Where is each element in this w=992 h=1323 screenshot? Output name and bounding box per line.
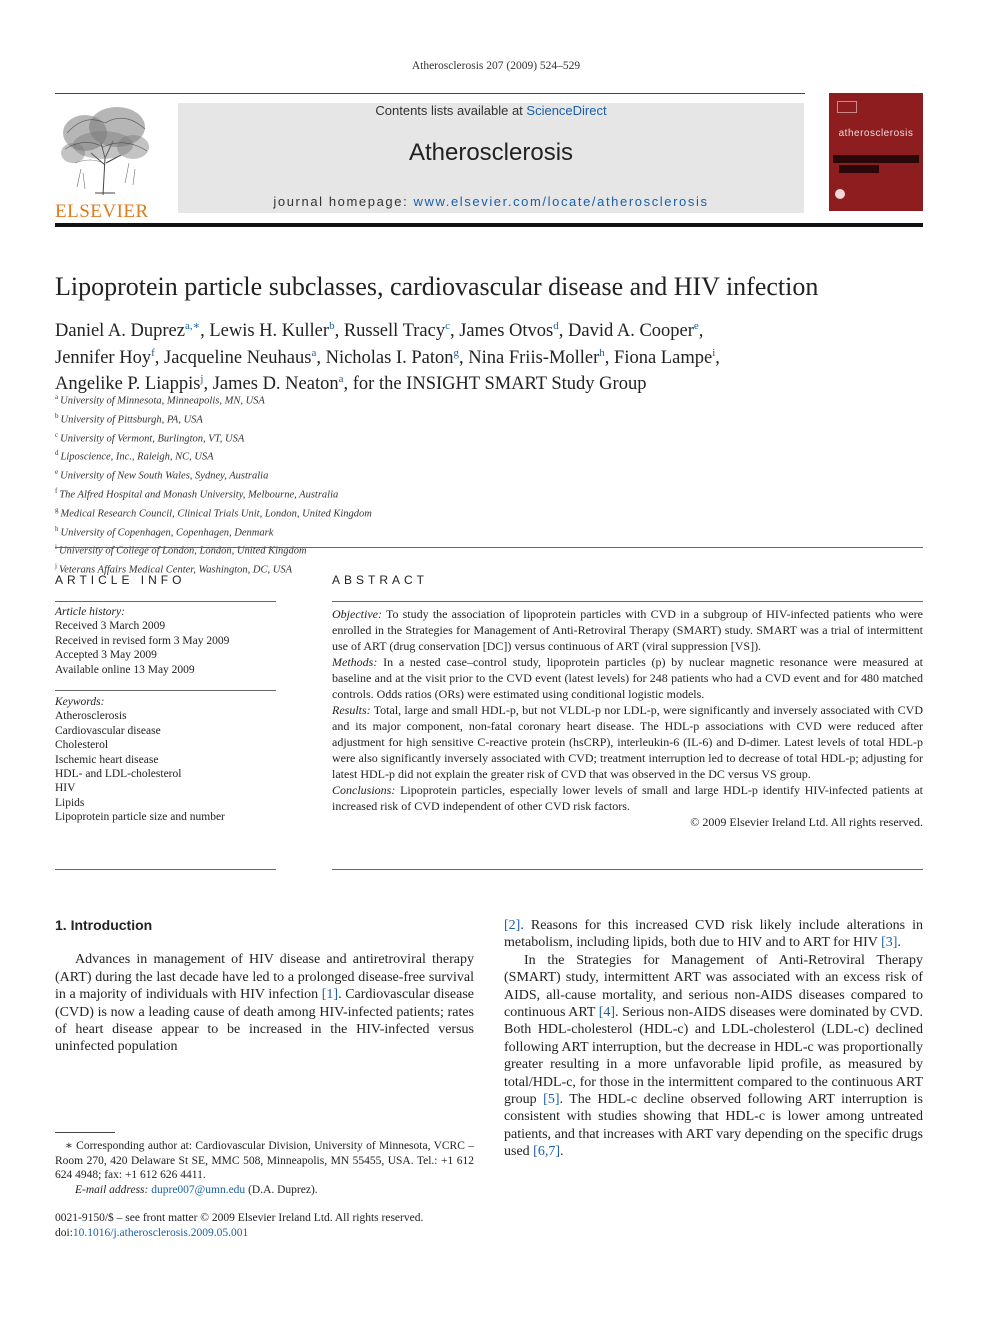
cover-title: atherosclerosis	[838, 128, 914, 139]
front-matter	[55, 1211, 485, 1240]
affiliation-key: a	[55, 393, 59, 401]
abstract-results	[332, 702, 923, 782]
affiliation-key: j	[55, 562, 57, 571]
keywords	[55, 695, 276, 825]
keywords-label: Keywords:	[55, 696, 105, 708]
abstract-heading: ABSTRACT	[332, 573, 429, 587]
paragraph-text: . Serious non-AIDS diseases were dominated by CVD. Both HDL-cholesterol (HDL-c) and LDL-cholesterol (LDL-c) declined following ART interruption, but the decrease in HDL-c was proportionally greater resulting in a more unfavorable lipid profile, as measured by total/HDL-c, for those in the intermittent compared to the continuous ART group	[504, 1005, 924, 1108]
intro-left-column	[55, 917, 474, 1056]
affiliation-text: The Alfred Hospital and Monash University, Melbourne, Australia	[59, 489, 339, 501]
paragraph-text: . The HDL-c decline observed following ART interruption is consistent with studies showing that HDL-c is lower among untreated patients, and that increases with ART vary depending on the specific drugs used	[504, 1092, 923, 1160]
citation-link[interactable]: [6,7]	[533, 1144, 560, 1160]
sciencedirect-link[interactable]: ScienceDirect	[526, 103, 607, 118]
affiliation-key: i	[55, 543, 57, 552]
footnote-rule	[55, 1132, 115, 1133]
email-line	[55, 1183, 474, 1198]
affiliation-text: University of Vermont, Burlington, VT, USA	[60, 433, 245, 445]
elsevier-tree-icon	[55, 103, 155, 198]
footnote-corresponding	[55, 1139, 474, 1197]
cover-logo-icon	[837, 101, 857, 113]
paragraph-text: . Cardiovascular disease (CVD) is now a leading cause of death among HIV-infected patients; rates of heart disease appear to be increased in the HIV-infected versus uninfected population	[55, 987, 474, 1055]
keyword: Cholesterol	[55, 739, 109, 752]
affiliation-text: University of Minnesota, Minneapolis, MN, USA	[60, 395, 265, 407]
keyword: Cardiovascular disease	[55, 724, 161, 737]
affiliations-rule	[55, 547, 923, 548]
keyword: HDL- and LDL-cholesterol	[55, 768, 182, 781]
journal-title: Atherosclerosis	[408, 139, 574, 166]
author: James Otvos	[459, 321, 554, 342]
paragraph-text: In the Strategies for Management of Anti-Retroviral Therapy (SMART) study, intermittent ART was associated with an excess risk of AIDS, all-cause mortality, and serious non-AIDS diseases compared to continuous ART	[504, 952, 923, 1021]
header-rule	[55, 93, 805, 94]
contents-prefix: Contents lists available at	[375, 103, 527, 118]
author-affiliation-mark[interactable]: a	[338, 373, 344, 386]
author-affiliation-mark[interactable]: a,∗	[184, 320, 201, 332]
affiliation	[55, 465, 372, 484]
affiliation	[55, 540, 372, 559]
keyword: HIV	[55, 782, 76, 795]
cover-seal-icon	[835, 189, 845, 199]
author-affiliation-mark[interactable]: f	[151, 346, 155, 359]
results-label: Results:	[332, 703, 371, 717]
article-info-heading: ARTICLE INFO	[55, 573, 186, 587]
author-affiliation-mark[interactable]: i	[712, 346, 716, 359]
abstract-bottom-rule	[332, 869, 923, 870]
issn-line: 0021-9150/$ – see front matter © 2009 Elsevier Ireland Ltd. All rights reserved.	[55, 1212, 424, 1224]
intro-paragraph-1-cont	[504, 917, 923, 952]
conclusions-text: Lipoprotein particles, especially lower levels of small and large HDL-p identify HIV-infected patients at increased risk of CVD independent of other CVD risk factors.	[332, 783, 923, 813]
history-item: Received 3 March 2009	[55, 620, 166, 633]
history-item: Available online 13 May 2009	[55, 663, 195, 676]
abstract-objective	[332, 606, 923, 654]
author: Lewis H. Kuller	[209, 321, 330, 342]
author: Nicholas I. Paton	[325, 347, 454, 368]
corresponding-author: ∗ Corresponding author at: Cardiovascular Division, University of Minnesota, VCRC – Room 270, 420 Delaware St SE, MMC 508, Minneapolis, MN 55455, USA. Tel.: +1 612 624 4948; fax: +1 612 626 4411.	[55, 1140, 474, 1181]
intro-right-column	[504, 917, 923, 1161]
author: Fiona Lampe	[614, 347, 713, 368]
keywords-rule	[55, 690, 276, 691]
abstract-body	[332, 606, 923, 830]
affiliation-list	[55, 390, 372, 578]
history-item: Accepted 3 May 2009	[55, 649, 157, 662]
author-affiliation-mark[interactable]: h	[599, 346, 605, 359]
author-list: Daniel A. Duprez$^{a,∗}$, Lewis H. Kuller$^b$, Russell Tracy$^c$, James Otvos$^d$, David A. Cooper$^e$, Jennifer Hoy$^f$, Jacqueline Neuhaus$^a$, Nicholas I. Paton$^g$, Nina Friis-Moller$^h$, Fiona Lampe$^i$, Angelike P. Liappis$^j$, James D. Neaton$^a$, for the INSIGHT SMART Study Group	[55, 320, 720, 395]
paragraph-text: .	[560, 1144, 564, 1160]
contents-line	[178, 103, 804, 118]
citation-link[interactable]: [2]	[504, 918, 521, 933]
citation-link[interactable]: [1]	[321, 987, 339, 1003]
email-suffix: (D.A. Duprez).	[245, 1183, 318, 1196]
affiliation-text: Liposcience, Inc., Raleigh, NC, USA	[60, 451, 214, 463]
objective-label: Objective:	[332, 607, 382, 621]
affiliation	[55, 409, 372, 428]
author-affiliation-mark[interactable]: c	[445, 320, 450, 332]
affiliation-key: g	[55, 505, 59, 514]
affiliation-text: University of New South Wales, Sydney, Australia	[60, 470, 269, 482]
paragraph-text: .	[897, 935, 901, 951]
keyword: Ischemic heart disease	[55, 753, 159, 766]
conclusions-label: Conclusions:	[332, 783, 396, 797]
citation-link[interactable]: [5]	[543, 1092, 560, 1108]
affiliation-key: e	[55, 468, 59, 477]
author-affiliation-mark[interactable]: j	[200, 373, 204, 386]
keyword: Lipoprotein particle size and number	[55, 811, 225, 824]
author: James D. Neaton	[212, 374, 339, 395]
author-group: , for the INSIGHT SMART Study Group	[343, 374, 647, 395]
author: Daniel A. Duprez	[55, 321, 185, 342]
affiliation	[55, 522, 372, 541]
affiliation	[55, 446, 372, 465]
masthead-rule	[55, 223, 923, 227]
intro-paragraph-1	[55, 951, 474, 1055]
journal-masthead	[178, 103, 804, 213]
section-heading: 1. Introduction	[55, 917, 153, 933]
methods-text: In a nested case–control study, lipoprotein particles (p) by nuclear magnetic resonance were measured at baseline and at the visit prior to the CVD event (latest levels) for 248 patients who had a CVD event and for 480 matched controls. Odds ratios (ORs) were estimated using conditional logistic models.	[332, 655, 923, 701]
cover-band	[839, 165, 879, 173]
affiliation-text: Medical Research Council, Clinical Trials Unit, London, United Kingdom	[60, 508, 372, 520]
paragraph-text: Advances in management of HIV disease and antiretroviral therapy (ART) during the last decade have led to a prolonged disease-free survival in a majority of individuals with HIV infection	[55, 952, 474, 1003]
doi-label: doi:	[55, 1226, 73, 1239]
author: Nina Friis-Moller	[468, 347, 600, 368]
abstract-conclusions	[332, 782, 923, 814]
affiliation	[55, 428, 372, 447]
citation-link[interactable]: [3]	[881, 935, 898, 951]
article-info-rule	[55, 601, 276, 602]
author: Russell Tracy	[343, 321, 446, 342]
keyword: Lipids	[55, 796, 85, 809]
affiliation-key: h	[55, 524, 59, 533]
homepage-link[interactable]: www.elsevier.com/locate/atherosclerosis	[413, 194, 709, 209]
article-info-bottom-rule	[55, 869, 276, 870]
author: David A. Cooper	[568, 321, 694, 342]
homepage-label: journal homepage:	[273, 194, 414, 209]
author-affiliation-mark[interactable]: a	[311, 346, 317, 359]
author: Jacqueline Neuhaus	[164, 347, 312, 368]
author-affiliation-mark[interactable]: d	[553, 320, 559, 332]
affiliation-key: f	[55, 486, 58, 495]
history-item: Received in revised form 3 May 2009	[55, 634, 230, 647]
abstract-copyright: © 2009 Elsevier Ireland Ltd. All rights reserved.	[690, 815, 923, 829]
paragraph-text: . Reasons for this increased CVD risk likely include alterations in metabolism, including lipids, both due to HIV and to ART for HIV	[504, 918, 923, 951]
affiliation-key: b	[55, 411, 59, 420]
affiliation-text: Veterans Affairs Medical Center, Washington, DC, USA	[58, 564, 292, 576]
affiliation-text: University of Pittsburgh, PA, USA	[60, 414, 203, 426]
abstract-rule	[332, 601, 923, 602]
affiliation-key: c	[55, 430, 59, 439]
author: Angelike P. Liappis	[55, 374, 201, 395]
author-affiliation-mark[interactable]: b	[329, 320, 335, 332]
email-label: E-mail address:	[75, 1183, 149, 1196]
affiliation	[55, 390, 372, 409]
affiliation-text: University of Copenhagen, Copenhagen, Denmark	[60, 527, 274, 539]
affiliation	[55, 484, 372, 503]
article-title: Lipoprotein particle subclasses, cardiovascular disease and HIV infection	[55, 272, 819, 301]
citation-link[interactable]: [4]	[598, 1005, 616, 1021]
author-affiliation-mark[interactable]: e	[693, 320, 699, 332]
email-link[interactable]: dupre007@umn.edu	[151, 1183, 246, 1196]
affiliation-key: d	[55, 449, 59, 458]
journal-cover	[829, 93, 923, 211]
elsevier-logo	[55, 103, 155, 222]
methods-label: Methods:	[332, 655, 378, 669]
objective-text: To study the association of lipoprotein particles with CVD in a subgroup of HIV-infected patients who were enrolled in the Strategies for Management of Anti-Retroviral Therapy (SMART) study. SMART was a trial of intermittent use of ART (drug conservation [DC]) versus continuous of ART (viral suppression [VS]).	[332, 607, 923, 653]
results-text: Total, large and small HDL-p, but not VLDL-p nor LDL-p, were significantly and inversely associated with CVD and its major component, non-fatal coronary heart disease. The HDL-p associations with CVD were reduced after adjustment for high sensitive C-reactive protein (hsCRP), interleukin-6 (IL-6) and D-dimer. Latest levels of total HDL-p were also significantly inversely associated with CVD; treatment interruption led to decrease of total HDL-p; adjusting for latest HDL-p did not explain the greater risk of CVD that was observed in the DC versus VS group.	[332, 703, 923, 781]
keyword: Atherosclerosis	[55, 710, 127, 723]
intro-paragraph-2	[504, 952, 923, 1161]
history-label: Article history:	[55, 606, 125, 618]
doi-line	[55, 1226, 485, 1241]
running-head: Atherosclerosis 207 (2009) 524–529	[411, 60, 581, 72]
author: Jennifer Hoy	[55, 347, 152, 368]
affiliation	[55, 503, 372, 522]
author-affiliation-mark[interactable]: g	[453, 346, 460, 359]
doi-link[interactable]: 10.1016/j.atherosclerosis.2009.05.001	[72, 1226, 249, 1239]
cover-band	[833, 155, 919, 163]
article-history	[55, 605, 276, 677]
journal-homepage	[178, 194, 804, 209]
elsevier-wordmark: ELSEVIER	[55, 201, 149, 222]
abstract-methods	[332, 654, 923, 702]
affiliation-text: University of College of London, London, United Kingdom	[58, 545, 307, 557]
